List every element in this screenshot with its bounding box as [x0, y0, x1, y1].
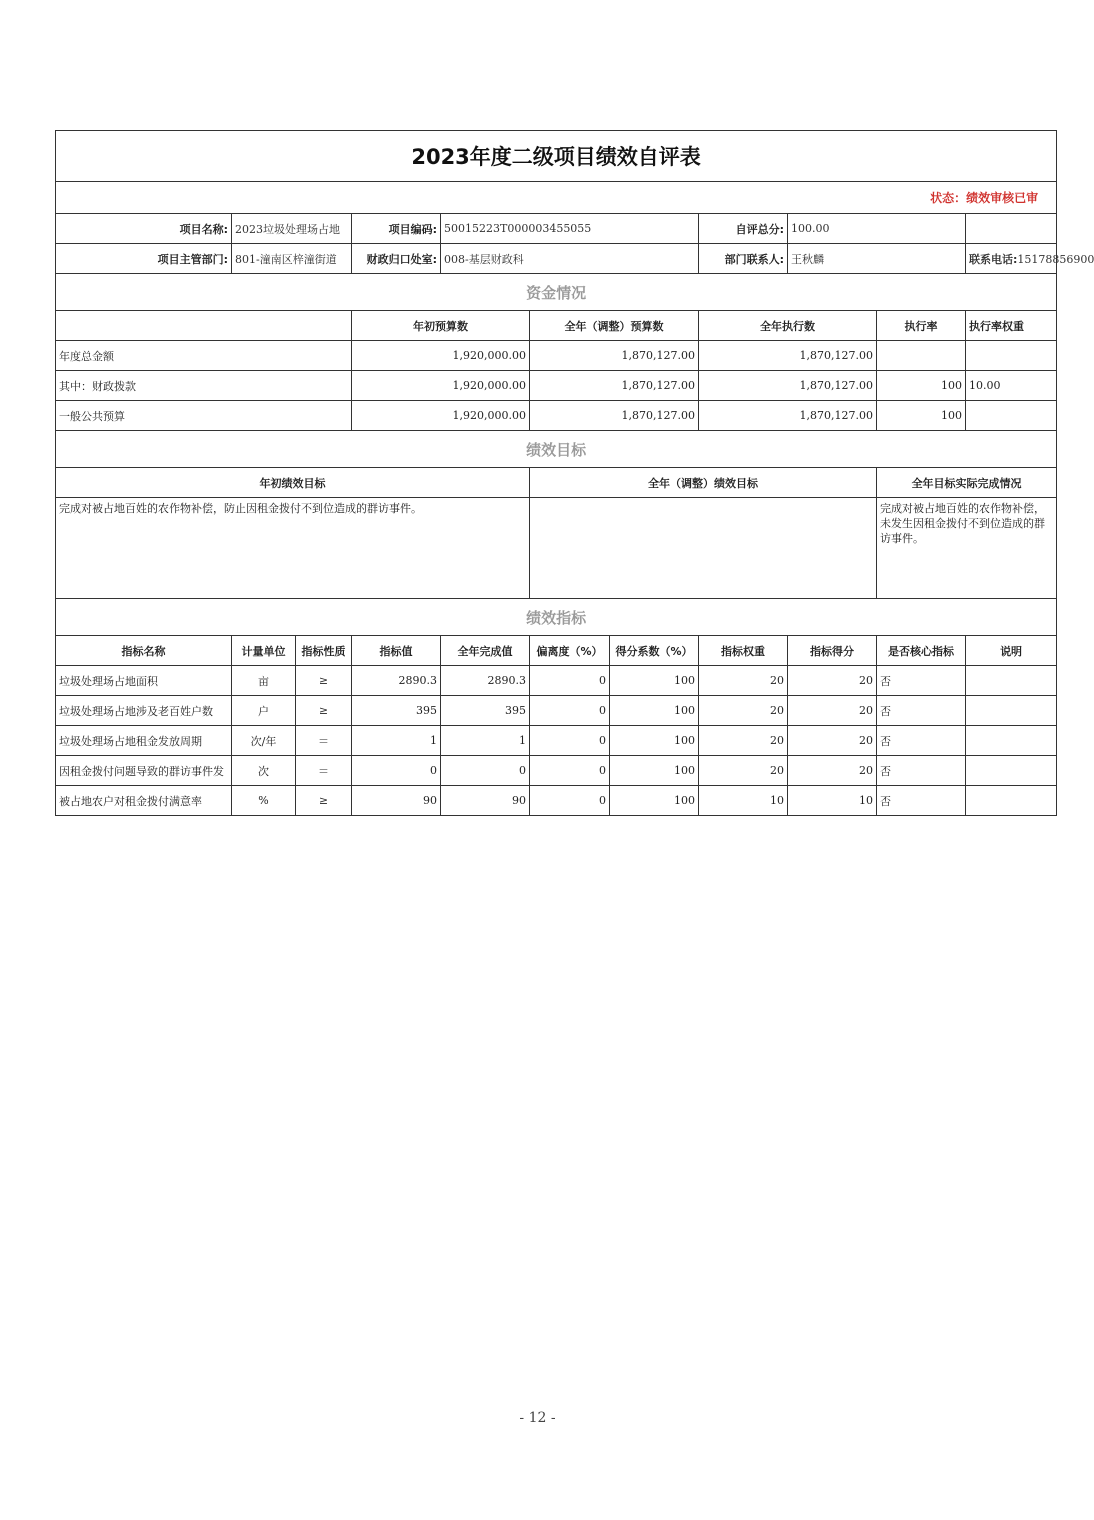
evaluation-sheet [55, 130, 1094, 816]
indicator-target: 90 [352, 786, 441, 816]
funds-header: 执行率 [877, 311, 966, 341]
indicator-score: 20 [788, 666, 877, 696]
self-score-value: 100.00 [788, 214, 966, 244]
indicator-deviation: 0 [530, 726, 610, 756]
indicator-deviation: 0 [530, 696, 610, 726]
indicator-nature: ≥ [296, 696, 352, 726]
indicator-actual: 0 [441, 756, 530, 786]
goals-header: 全年目标实际完成情况 [877, 468, 1057, 498]
indicator-actual: 90 [441, 786, 530, 816]
status-badge: 状态：绩效审核已审 [56, 182, 1057, 214]
indicator-name: 垃圾处理场占地面积 [56, 666, 232, 696]
initial-goal: 完成对被占地百姓的农作物补偿，防止因租金拨付不到位造成的群访事件。 [56, 498, 530, 599]
project-name-label: 项目名称: [56, 214, 232, 244]
indicator-name: 被占地农户对租金拨付满意率 [56, 786, 232, 816]
indicator-core: 否 [877, 696, 966, 726]
funds-row [56, 371, 1057, 401]
indicator-header: 偏离度（%） [530, 636, 610, 666]
indicator-header: 计量单位 [232, 636, 296, 666]
indicator-unit: % [232, 786, 296, 816]
indicator-actual: 1 [441, 726, 530, 756]
goals-header: 年初绩效目标 [56, 468, 530, 498]
actual-goal: 完成对被占地百姓的农作物补偿，未发生因租金拨付不到位造成的群访事件。 [877, 498, 1057, 599]
indicator-weight: 10 [699, 786, 788, 816]
funds-header: 执行率权重 [966, 311, 1057, 341]
indicator-score: 10 [788, 786, 877, 816]
indicator-deviation: 0 [530, 666, 610, 696]
funds-executed: 1,870,127.00 [699, 401, 877, 431]
project-name-value: 2023垃圾处理场占地 [232, 214, 352, 244]
indicator-note [966, 726, 1057, 756]
indicator-nature: ＝ [296, 756, 352, 786]
funds-budget: 1,920,000.00 [352, 341, 530, 371]
indicator-core: 否 [877, 756, 966, 786]
funds-budget: 1,920,000.00 [352, 401, 530, 431]
indicator-coef: 100 [610, 726, 699, 756]
project-code-value: 50015223T000003455055 [441, 214, 699, 244]
indicator-weight: 20 [699, 756, 788, 786]
indicator-header: 指标值 [352, 636, 441, 666]
indicator-unit: 次 [232, 756, 296, 786]
indicator-weight: 20 [699, 666, 788, 696]
dept-label: 项目主管部门: [56, 244, 232, 274]
indicator-core: 否 [877, 726, 966, 756]
indicator-score: 20 [788, 696, 877, 726]
funds-header-blank [56, 311, 352, 341]
project-code-label: 项目编码: [352, 214, 441, 244]
funds-adjusted: 1,870,127.00 [530, 401, 699, 431]
finance-office-value: 008-基层财政科 [441, 244, 699, 274]
indicator-weight: 20 [699, 696, 788, 726]
contact-label: 部门联系人: [699, 244, 788, 274]
empty-cell [966, 214, 1057, 244]
funds-weight: 10.00 [966, 371, 1057, 401]
funds-rate [877, 341, 966, 371]
info-row-2 [56, 244, 1057, 274]
indicator-nature: ≥ [296, 786, 352, 816]
indicator-name: 垃圾处理场占地涉及老百姓户数 [56, 696, 232, 726]
goals-header: 全年（调整）绩效目标 [530, 468, 877, 498]
evaluation-table [55, 130, 1094, 816]
funds-header: 全年执行数 [699, 311, 877, 341]
funds-row [56, 401, 1057, 431]
indicator-core: 否 [877, 666, 966, 696]
indicator-header: 全年完成值 [441, 636, 530, 666]
goals-content-row [56, 498, 1057, 599]
indicator-header: 得分系数（%） [610, 636, 699, 666]
phone-label: 联系电话: [969, 252, 1018, 266]
indicators-header-row [56, 636, 1057, 666]
adjusted-goal [530, 498, 877, 599]
indicator-row [56, 756, 1057, 786]
self-score-label: 自评总分: [699, 214, 788, 244]
funds-row [56, 341, 1057, 371]
funds-row-name: 年度总金额 [56, 341, 352, 371]
indicator-row [56, 666, 1057, 696]
indicator-target: 2890.3 [352, 666, 441, 696]
indicator-row [56, 786, 1057, 816]
indicator-header: 是否核心指标 [877, 636, 966, 666]
funds-weight [966, 341, 1057, 371]
phone-cell [966, 244, 1094, 274]
funds-rate: 100 [877, 401, 966, 431]
funds-rate: 100 [877, 371, 966, 401]
indicator-deviation: 0 [530, 786, 610, 816]
indicator-coef: 100 [610, 786, 699, 816]
indicator-unit: 次/年 [232, 726, 296, 756]
indicator-header: 指标性质 [296, 636, 352, 666]
indicator-unit: 户 [232, 696, 296, 726]
indicator-deviation: 0 [530, 756, 610, 786]
funds-row-name: 一般公共预算 [56, 401, 352, 431]
indicator-note [966, 666, 1057, 696]
indicator-nature: ≥ [296, 666, 352, 696]
funds-header-row [56, 311, 1057, 341]
funds-adjusted: 1,870,127.00 [530, 341, 699, 371]
indicator-header: 说明 [966, 636, 1057, 666]
indicator-row [56, 696, 1057, 726]
indicator-target: 0 [352, 756, 441, 786]
indicator-actual: 395 [441, 696, 530, 726]
funds-header: 全年（调整）预算数 [530, 311, 699, 341]
indicator-coef: 100 [610, 756, 699, 786]
indicators-section-title: 绩效指标 [56, 599, 1057, 636]
indicator-name: 垃圾处理场占地租金发放周期 [56, 726, 232, 756]
indicator-coef: 100 [610, 696, 699, 726]
phone-value: 15178856900 [1017, 252, 1094, 266]
indicator-header: 指标权重 [699, 636, 788, 666]
funds-header: 年初预算数 [352, 311, 530, 341]
info-row-1 [56, 214, 1057, 244]
dept-value: 801-潼南区梓潼街道 [232, 244, 352, 274]
indicator-nature: ＝ [296, 726, 352, 756]
funds-adjusted: 1,870,127.00 [530, 371, 699, 401]
funds-section-title: 资金情况 [56, 274, 1057, 311]
page-title: 2023年度二级项目绩效自评表 [56, 131, 1057, 182]
indicator-unit: 亩 [232, 666, 296, 696]
indicator-weight: 20 [699, 726, 788, 756]
goals-header-row [56, 468, 1057, 498]
goals-section-title: 绩效目标 [56, 431, 1057, 468]
indicator-target: 1 [352, 726, 441, 756]
finance-office-label: 财政归口处室: [352, 244, 441, 274]
indicator-score: 20 [788, 756, 877, 786]
contact-value: 王秋麟 [788, 244, 966, 274]
indicator-coef: 100 [610, 666, 699, 696]
funds-executed: 1,870,127.00 [699, 371, 877, 401]
indicator-target: 395 [352, 696, 441, 726]
indicator-note [966, 696, 1057, 726]
indicator-note [966, 786, 1057, 816]
funds-weight [966, 401, 1057, 431]
indicator-row [56, 726, 1057, 756]
indicator-header: 指标名称 [56, 636, 232, 666]
funds-budget: 1,920,000.00 [352, 371, 530, 401]
indicator-note [966, 756, 1057, 786]
indicator-actual: 2890.3 [441, 666, 530, 696]
indicator-name: 因租金拨付问题导致的群访事件发 [56, 756, 232, 786]
page-number: - 12 - [519, 1410, 556, 1426]
indicator-core: 否 [877, 786, 966, 816]
indicator-score: 20 [788, 726, 877, 756]
funds-executed: 1,870,127.00 [699, 341, 877, 371]
funds-row-name: 其中：财政拨款 [56, 371, 352, 401]
indicator-header: 指标得分 [788, 636, 877, 666]
